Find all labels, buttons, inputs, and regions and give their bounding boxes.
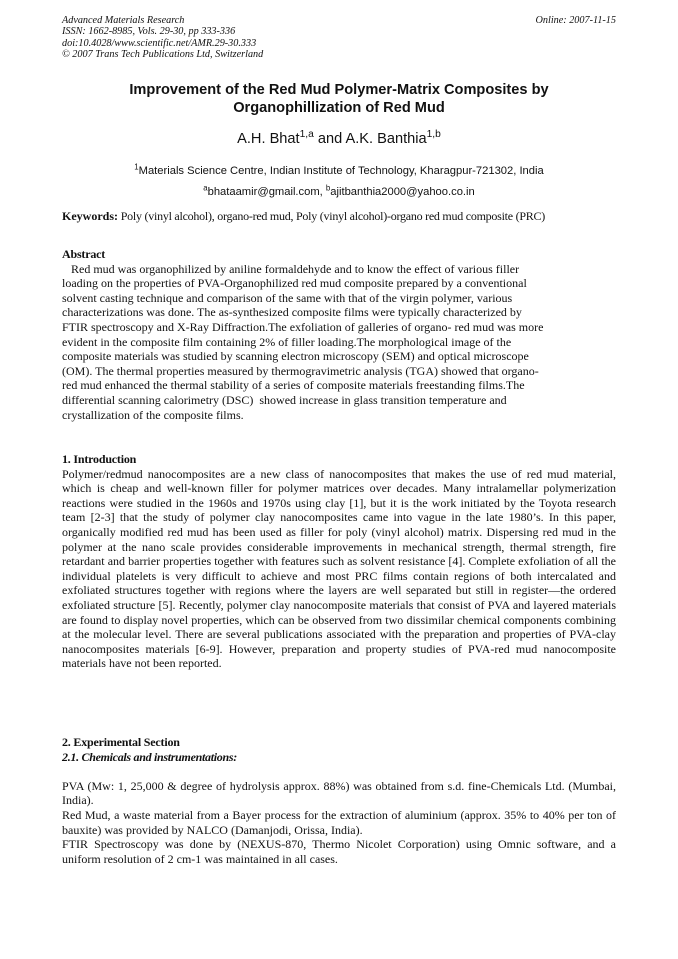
abstract-body <box>62 262 616 423</box>
paper-title-line-1: Improvement of the Red Mud Polymer-Matrix Composites by <box>129 82 549 98</box>
journal-name: Advanced Materials Research <box>62 15 185 26</box>
paper-title-line-2: Organophillization of Red Mud <box>233 99 445 116</box>
chemicals-subheading: 2.1. Chemicals and instrumentations: <box>62 749 237 764</box>
author-1-sup: 1,a <box>299 129 314 141</box>
keywords <box>62 209 616 224</box>
abstract-heading: Abstract <box>62 247 106 261</box>
experimental-paragraph-pva: PVA (Mw: 1, 25,000 & degree of hydrolysis approx. 88%) was obtained from s.d. fine-Chemicals Ltd. (Mumbai, India). <box>62 778 616 808</box>
email-a-sup: a <box>203 183 208 193</box>
author-list <box>62 131 616 147</box>
abstract-section <box>62 247 616 422</box>
abstract-line: loading on the properties of PVA-Organophilized red mud composite prepared by a conventional <box>62 276 527 291</box>
introduction-heading: 1. Introduction <box>62 452 137 466</box>
email-a: bhataamir@gmail.com, <box>207 186 326 198</box>
author-2-sup: 1,b <box>426 129 441 141</box>
abstract-line: Red mud was organophilized by aniline formaldehyde and to know the effect of various filler <box>62 261 520 276</box>
email-b-sup: b <box>325 183 331 193</box>
abstract-line: (OM). The thermal properties measured by thermogravimetric analysis (TGA) showed that organo- <box>62 363 539 378</box>
abstract-line: FTIR spectroscopy and X-Ray Diffraction.The exfoliation of galleries of organo- red mud was more <box>62 319 544 334</box>
keywords-label: Keywords: <box>62 209 118 223</box>
journal-header <box>62 15 616 61</box>
abstract-line: characterizations was done. The as-synthesized composite films were typically characterized by <box>62 305 522 320</box>
abstract-line: crystallization of the composite films. <box>62 407 244 422</box>
experimental-paragraph-ftir: FTIR Spectroscopy was done by (NEXUS-870, Thermo Nicolet Corporation) using Omnic software, and a uniform resolution of 2 cm-1 was maintained in all cases. <box>62 837 616 866</box>
affiliation-text: Materials Science Centre, Indian Institute of Technology, Kharagpur-721302, India <box>138 165 544 177</box>
experimental-section <box>62 735 616 866</box>
journal-doi: doi:10.4028/www.scientific.net/AMR.29-30.333 <box>62 37 257 49</box>
author-emails <box>62 183 616 198</box>
author-1-name: A.H. Bhat <box>237 131 300 147</box>
keywords-text: Poly (vinyl alcohol), organo-red mud, Poly (vinyl alcohol)-organo red mud composite (PRC) <box>118 209 545 223</box>
online-date: Online: 2007-11-15 <box>535 15 616 26</box>
introduction-section <box>62 452 616 671</box>
affiliation-sup: 1 <box>134 162 139 172</box>
abstract-line: solvent casting technique and comparison of the same with that of the virgin polymer, various <box>62 290 513 305</box>
experimental-paragraph-red-mud: Red Mud, a waste material from a Bayer process for the extraction of aluminium (approx. 35% to 40% per ton of bauxite) was provided by NALCO (Damanjodi, Orissa, India). <box>62 807 616 837</box>
abstract-line: evident in the composite film containing 2% of filler loading.The morphological image of the <box>62 334 512 349</box>
author-2-name: A.K. Banthia <box>345 131 427 147</box>
journal-copyright: © 2007 Trans Tech Publications Ltd, Switzerland <box>62 49 264 61</box>
affiliation <box>62 162 616 177</box>
paper-title <box>62 82 616 117</box>
abstract-line: differential scanning calorimetry (DSC) showed increase in glass transition temperature and <box>62 392 507 407</box>
experimental-heading: 2. Experimental Section <box>62 735 180 749</box>
abstract-line: composite materials was studied by scanning electron microscopy (SEM) and optical microscope <box>62 349 529 364</box>
author-and: and <box>313 131 346 147</box>
introduction-paragraph: Polymer/redmud nanocomposites are a new class of nanocomposites that makes the use of red mud material, which is cheap and well-known filler for polymer matrices over decades. Many intralamellar polymerization reactions were studied in the 1960s and 1970s using clay [1], but it is the work initiated by the Toyota research team [2-3] that the study of polymer clay nanocomposites came into vague in the late 1980’s. In this paper, organically modified red mud has been used as filler for poly (vinyl alcohol) matrix. Dispersing red mud in the polymer at the nano scale provides considerable improvements in mechanical strength, thermal strength, fire retardant and barrier properties together with features such as solvent resistance [4]. Complete exfoliation of all the individual platelets is very difficult to achieve and most PRC films contain regions of both intercalated and exfoliated structures together with regions where the layers are well separated but still in register—the ordered exfoliated structure [5]. Recently, polymer clay nanocomposite materials that consist of PVA and layered materials are found to display novel properties, which can be observed from two dissimilar chemical components combining at the molecular level. There are several publications associated with the preparation and properties of PVA-clay nanocomposites materials [6-9]. However, preparation and property studies of PVA-red mud nanocomposite materials have not been reported. <box>62 466 616 671</box>
abstract-line: red mud enhanced the thermal stability of a series of composite materials freestanding films.The <box>62 378 525 393</box>
journal-issn: ISSN: 1662-8985, Vols. 29-30, pp 333-336 <box>62 26 236 38</box>
email-b: ajitbanthia2000@yahoo.co.in <box>330 186 475 198</box>
